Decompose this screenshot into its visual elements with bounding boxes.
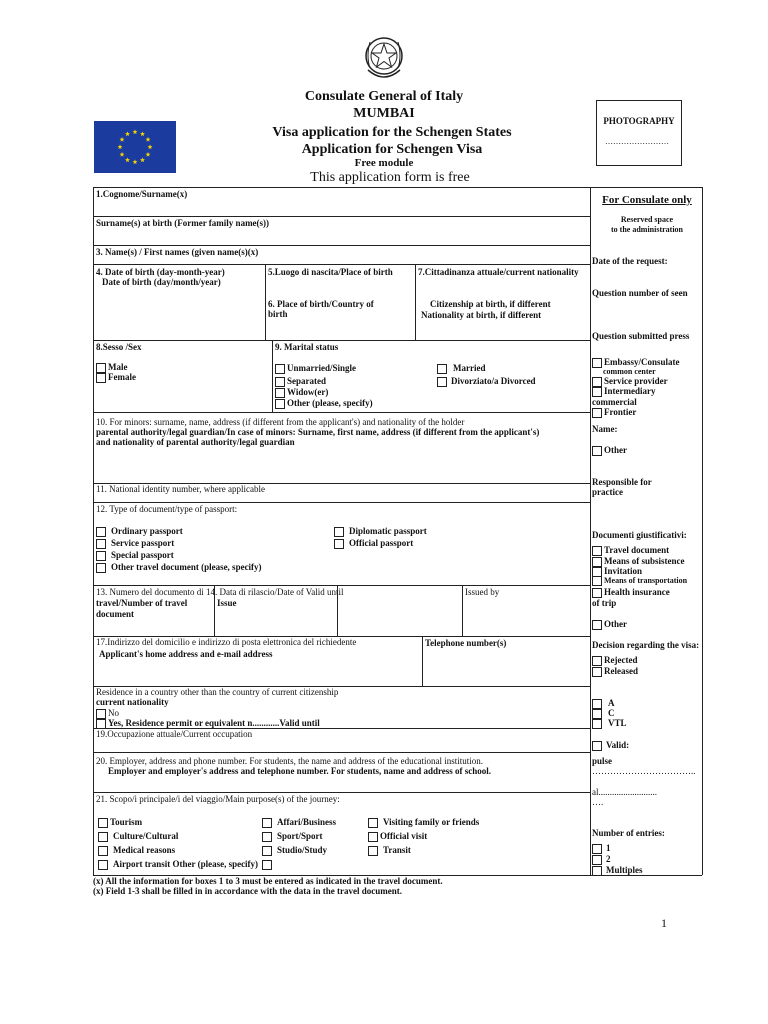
field-11-national-id[interactable]: 11. National identity number, where applicable [96, 484, 266, 494]
form-subtitle: Application for Schengen Visa [301, 142, 483, 157]
field-16-issued-by[interactable]: Issued by [465, 587, 500, 597]
italian-emblem-icon [360, 30, 408, 86]
field-19-occupation[interactable]: 19.Occupazione attuale/Current occupation [96, 729, 253, 739]
photo-box[interactable] [596, 100, 682, 166]
number-of-entries: Number of entries: [592, 828, 665, 838]
consulate-city: MUMBAI [353, 106, 415, 121]
field-18-current-nationality: current nationality [96, 697, 169, 707]
checkbox-side-other[interactable]: Other [592, 445, 627, 456]
checkbox-means-subsistence[interactable]: Means of subsistence [592, 556, 685, 567]
checkbox-released[interactable]: Released [592, 666, 638, 677]
checkbox-invitation[interactable]: Invitation [592, 566, 642, 577]
field-17-home-address[interactable]: 17.Indirizzo del domicilio e indirizzo di posta elettronica del richiedente [96, 637, 357, 647]
footnote-2: (x) Field 1-3 shall be filled in in accordance with the data in the travel document. [93, 886, 402, 896]
field-2-surname-at-birth[interactable]: Surname(s) at birth (Former family name(s)) [96, 218, 270, 228]
consulate-name: Consulate General of Italy [304, 89, 464, 104]
reserved-administration: to the administration [611, 225, 683, 234]
field-17-telephone[interactable]: Telephone number(s) [425, 638, 507, 648]
eu-flag-icon [94, 121, 176, 173]
checkbox-intermediary[interactable]: Intermediary commercial [592, 386, 656, 407]
checkbox-rejected[interactable]: Rejected [592, 655, 637, 666]
checkbox-entries-1[interactable]: 1 [592, 843, 611, 854]
checkbox-transit[interactable]: Transit [368, 845, 411, 856]
checkbox-visa-vtl[interactable]: VTL [592, 718, 627, 729]
valid-from-dots: …………………………….. [592, 766, 696, 776]
checkbox-frontier[interactable]: Frontier [592, 407, 636, 418]
field-17-applicant-address: Applicant's home address and e-mail address [99, 649, 273, 659]
checkbox-other-travel-document[interactable]: Other travel document (please, specify) [96, 562, 262, 573]
field-14-issue[interactable]: Issue [217, 598, 237, 608]
checkbox-business[interactable]: Affari/Business [262, 817, 336, 828]
responsible-practice: Responsible for practice [592, 477, 652, 497]
checkbox-separated[interactable]: Separated [275, 376, 326, 387]
field-8-sex: 8.Sesso /Sex [96, 342, 142, 352]
checkbox-medical[interactable]: Medical reasons [98, 845, 175, 856]
checkbox-service-provider[interactable]: Service provider [592, 376, 668, 387]
checkbox-sport[interactable]: Sport/Sport [262, 831, 323, 842]
free-note: This application form is free [310, 170, 470, 185]
checkbox-residence-yes[interactable]: Yes, Residence permit or equivalent n............Valid until [96, 718, 320, 729]
field-18-residence: Residence in a country other than the country of current citizenship [96, 687, 339, 697]
checkbox-visa-a[interactable]: A [592, 698, 615, 709]
consulate-only-title: For Consulate only [602, 194, 692, 206]
field-7-nationality-at-birth: Nationality at birth, if different [421, 310, 542, 320]
field-13-document-number[interactable]: 13. Numero del documento di 14. Data di rilascio/Date of Valid until [96, 587, 344, 597]
checkbox-other-marital[interactable]: Other (please, specify) [275, 398, 373, 409]
checkbox-married[interactable]: Married [437, 363, 485, 374]
date-of-request: Date of the request: [592, 256, 668, 266]
valid-to-dots: …. [592, 797, 604, 807]
checkbox-official-passport[interactable]: Official passport [334, 538, 413, 549]
free-module: Free module [354, 157, 414, 169]
checkbox-health-insurance[interactable]: Health insurance of trip [592, 587, 670, 608]
checkbox-valid[interactable]: Valid: [592, 740, 629, 751]
checkbox-entries-2[interactable]: 2 [592, 854, 611, 865]
valid-to: al.......................... [592, 787, 657, 797]
form-title: Visa application for the Schengen States [272, 125, 512, 140]
field-21-purpose: 21. Scopo/i principale/i del viaggio/Main purpose(s) of the journey: [96, 794, 340, 804]
checkbox-tourism[interactable]: Tourism [98, 817, 142, 828]
checkbox-airport-transit[interactable]: Airport transit Other (please, specify) [98, 859, 258, 870]
checkbox-travel-document[interactable]: Travel document [592, 545, 669, 556]
field-7-citizenship-at-birth: Citizenship at birth, if different [430, 299, 551, 309]
field-10-guardian: parental authority/legal guardian/In case of minors: Surname, first name, address (if different from the applicant's) [96, 427, 540, 437]
checkbox-embassy[interactable]: Embassy/Consulate [592, 357, 680, 368]
field-20-employer-en: Employer and employer's address and telephone number. For students, name and address of school. [108, 766, 492, 776]
photo-label: PHOTOGRAPHY [603, 116, 675, 126]
checkbox-service-passport[interactable]: Service passport [96, 538, 174, 549]
field-5-place-of-birth[interactable]: 5.Luogo di nascita/Place of birth [268, 267, 393, 277]
decision-visa: Decision regarding the visa: [592, 640, 700, 650]
checkbox-means-transportation[interactable]: Means of transportation [592, 576, 687, 586]
checkbox-documents-other[interactable]: Other [592, 619, 627, 630]
field-9-marital-status: 9. Marital status [275, 342, 339, 352]
field-1-surname[interactable]: 1.Cognome/Surname(x) [96, 189, 188, 199]
side-name: Name: [592, 424, 618, 434]
checkbox-entries-multiple[interactable]: Multiples [592, 865, 643, 876]
checkbox-visa-c[interactable]: C [592, 708, 615, 719]
checkbox-study[interactable]: Studio/Study [262, 845, 327, 856]
checkbox-special-passport[interactable]: Special passport [96, 550, 174, 561]
field-20-employer[interactable]: 20. Employer, address and phone number. For students, the name and address of the educational institution. [96, 756, 484, 766]
checkbox-widow[interactable]: Widow(er) [275, 387, 328, 398]
checkbox-residence-no[interactable]: No [96, 708, 119, 719]
valid-from: pulse [592, 756, 613, 766]
page-number: 1 [661, 916, 667, 930]
field-4-date-of-birth[interactable]: 4. Date of birth (day-month-year) [96, 267, 225, 277]
question-submitted: Question submitted press [592, 331, 690, 341]
common-center: common center [603, 367, 656, 376]
field-10-minors[interactable]: 10. For minors: surname, name, address (if different from the applicant's) and nationality of the holder [96, 417, 465, 427]
checkbox-other-purpose[interactable] [262, 859, 274, 870]
checkbox-culture[interactable]: Culture/Cultural [98, 831, 178, 842]
checkbox-unmarried[interactable]: Unmarried/Single [275, 363, 356, 374]
checkbox-official-visit[interactable]: Official visit [368, 831, 427, 842]
checkbox-divorced[interactable]: Divorziato/a Divorced [437, 376, 536, 387]
field-13-travel-number: travel/Number of travel [96, 598, 188, 608]
field-12-document-type: 12. Type of document/type of passport: [96, 504, 238, 514]
field-6-country-of-birth[interactable]: 6. Place of birth/Country of birth [268, 299, 374, 319]
question-number: Question number of seen [592, 288, 688, 298]
field-4-date-of-birth-en: Date of birth (day/month/year) [102, 277, 221, 287]
photo-dots: …………………… [605, 137, 669, 146]
checkbox-visiting-family[interactable]: Visiting family or friends [368, 817, 479, 828]
field-3-first-names[interactable]: 3. Name(s) / First names (given name(s)(x) [96, 247, 259, 257]
checkbox-male[interactable]: Male [96, 362, 128, 373]
field-7-current-nationality[interactable]: 7.Cittadinanza attuale/current nationality [418, 267, 579, 277]
footnote-1: (x) All the information for boxes 1 to 3 must be entered as indicated in the travel document. [93, 876, 443, 886]
supporting-documents: Documenti giustificativi: [592, 530, 687, 540]
field-10-guardian-nationality: and nationality of parental authority/legal guardian [96, 437, 295, 447]
reserved-space: Reserved space [620, 215, 674, 224]
checkbox-ordinary-passport[interactable]: Ordinary passport [96, 526, 183, 537]
field-13-document: document [96, 609, 134, 619]
checkbox-diplomatic-passport[interactable]: Diplomatic passport [334, 526, 427, 537]
checkbox-female[interactable]: Female [96, 372, 136, 383]
